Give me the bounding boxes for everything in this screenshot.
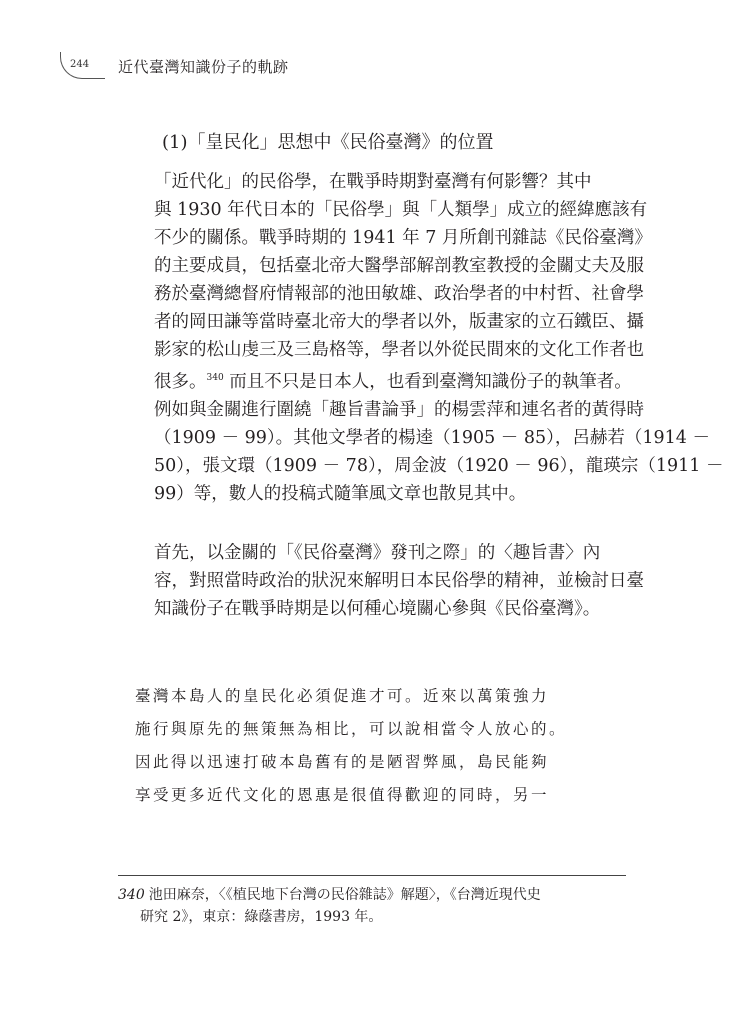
text-segment: 很多。 [154,372,207,392]
page-number: 244 [70,59,90,70]
text-line: 的主要成員，包括臺北帝大醫學部解剖教室教授的金關丈夫及服 [154,256,644,276]
text-line: 例如與金關進行圍繞「趣旨書論爭」的楊雲萍和連名者的黃得時 [154,400,644,420]
footnote-number: 340 [118,887,145,903]
body-paragraph-1 [118,168,724,508]
text-segment: 而且不只是日本人，也看到臺灣知識份子的執筆者。 [229,372,632,392]
footnote-divider [118,875,626,876]
text-line: 不少的關係。戰爭時期的 1941 年 7 月所創刊雜誌《民俗臺灣》 [154,228,652,248]
page-header [60,52,660,86]
section-heading: (1)「皇民化」思想中《民俗臺灣》的位置 [162,132,494,153]
text-line: 首先，以金關的「《民俗臺灣》發刊之際」的〈趣旨書〉內 [154,543,601,563]
block-quote [135,680,605,812]
quote-line: 因此得以迅速打破本島舊有的是陋習弊風，島民能夠 [135,753,550,771]
text-line: 知識份子在戰爭時期是以何種心境關心參與《民俗臺灣》。 [154,599,601,619]
text-line: 與 1930 年代日本的「民俗學」與「人類學」成立的經緯應該有 [154,200,648,220]
footnote-reference: 340 [206,373,224,383]
footnote-text: 池田麻奈，〈《植民地下台灣の民俗雜誌》解題〉，《台灣近現代史 [148,887,541,903]
text-line: 99）等，數人的投稿式隨筆風文章也散見其中。 [154,484,527,504]
text-line: 容，對照當時政治的狀況來解明日本民俗學的精神，並檢討日臺 [154,571,644,591]
text-line-with-footnote [118,364,632,396]
text-line: 務於臺灣總督府情報部的池田敏雄、政治學者的中村哲、社會學 [154,284,644,304]
running-title: 近代臺灣知識份子的軌跡 [118,58,289,76]
quote-line: 臺灣本島人的皇民化必須促進才可。近來以萬策強力 [135,687,550,705]
quote-line: 享受更多近代文化的恩惠是很值得歡迎的同時，另一 [135,786,550,804]
body-paragraph-2 [118,539,644,623]
text-line: （1909 － 99）。其他文學者的楊逵（1905 － 85），呂赫若（1914 － [154,428,710,448]
quote-line: 施行與原先的無策無為相比，可以說相當令人放心的。 [135,720,568,738]
footnote-line [118,884,626,906]
text-line: 影家的松山虔三及三島格等，學者以外從民間來的文化工作者也 [154,340,644,360]
footnote-line: 研究 2》，東京：綠蔭書房，1993 年。 [140,909,383,925]
text-line: 者的岡田謙等當時臺北帝大的學者以外，版畫家的立石鐵臣、攝 [154,312,644,332]
footnote [118,884,626,928]
text-line: 50），張文環（1909 － 78），周金波（1920 － 96），龍瑛宗（1911 － [154,456,724,476]
text-line: 「近代化」的民俗學，在戰爭時期對臺灣有何影響？其中 [154,172,592,192]
